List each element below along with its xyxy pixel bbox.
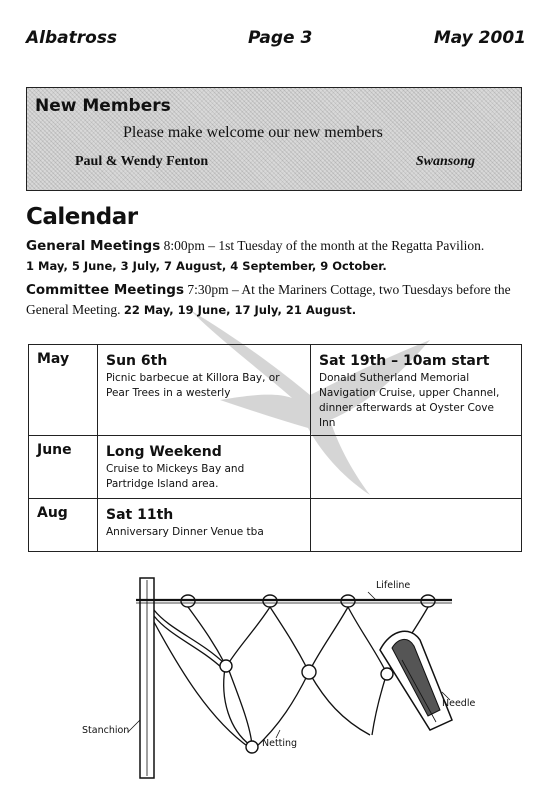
new-members-box (26, 87, 522, 191)
event-description: Donald Sutherland Memorial Navigation Cruise, upper Channel, dinner afterwards at Oyster Cove Inn (319, 372, 500, 429)
new-member-boat: Swansong (415, 154, 475, 169)
new-member-names: Paul & Wendy Fenton (75, 154, 209, 169)
general-meetings-paragraph (26, 236, 526, 276)
committee-meetings-label: Committee Meetings (26, 282, 184, 298)
needle-label: Needle (442, 698, 476, 709)
new-members-title: New Members (35, 96, 171, 116)
lifeline-label: Lifeline (376, 580, 411, 591)
events-table (28, 344, 522, 552)
table-row (29, 345, 522, 436)
calendar-title: Calendar (26, 204, 138, 230)
event-cell-empty (311, 499, 522, 552)
new-members-welcome: Please make welcome our new members (123, 124, 383, 141)
newsletter-title: Albatross (26, 28, 118, 48)
event-title: Long Weekend (106, 444, 222, 460)
event-description: Anniversary Dinner Venue tba (106, 526, 264, 538)
event-title: Sat 11th (106, 507, 174, 523)
netting-label: Netting (262, 738, 298, 749)
table-row (29, 436, 522, 499)
event-cell (98, 345, 311, 436)
month-cell: Aug (29, 499, 98, 552)
page-number: Page 3 (248, 28, 313, 48)
general-meetings-label: General Meetings (26, 238, 161, 254)
event-title: Sun 6th (106, 353, 168, 369)
page-header (26, 28, 526, 52)
general-meetings-dates: 1 May, 5 June, 3 July, 7 August, 4 September, 9 October. (26, 259, 387, 273)
event-description: Cruise to Mickeys Bay and Partridge Island area. (106, 463, 245, 490)
committee-meetings-text: 7:30pm – At the Mariners Cottage, two Tuesdays before the General Meeting. (26, 282, 511, 317)
general-meetings-text: 8:00pm – 1st Tuesday of the month at the Regatta Pavilion. (160, 238, 485, 253)
event-cell (98, 436, 311, 499)
stanchion-label: Stanchion (82, 725, 130, 736)
event-title: Sat 19th – 10am start (319, 353, 490, 369)
month-cell: June (29, 436, 98, 499)
issue-date: May 2001 (433, 28, 526, 48)
event-description: Picnic barbecue at Killora Bay, or Pear Trees in a westerly (106, 372, 280, 399)
month-cell: May (29, 345, 98, 436)
committee-meetings-dates: 22 May, 19 June, 17 July, 21 August. (123, 303, 357, 317)
netting-illustration (80, 570, 490, 780)
event-cell (98, 499, 311, 552)
table-row (29, 499, 522, 552)
event-cell-empty (311, 436, 522, 499)
committee-meetings-paragraph (26, 280, 526, 320)
event-cell (311, 345, 522, 436)
